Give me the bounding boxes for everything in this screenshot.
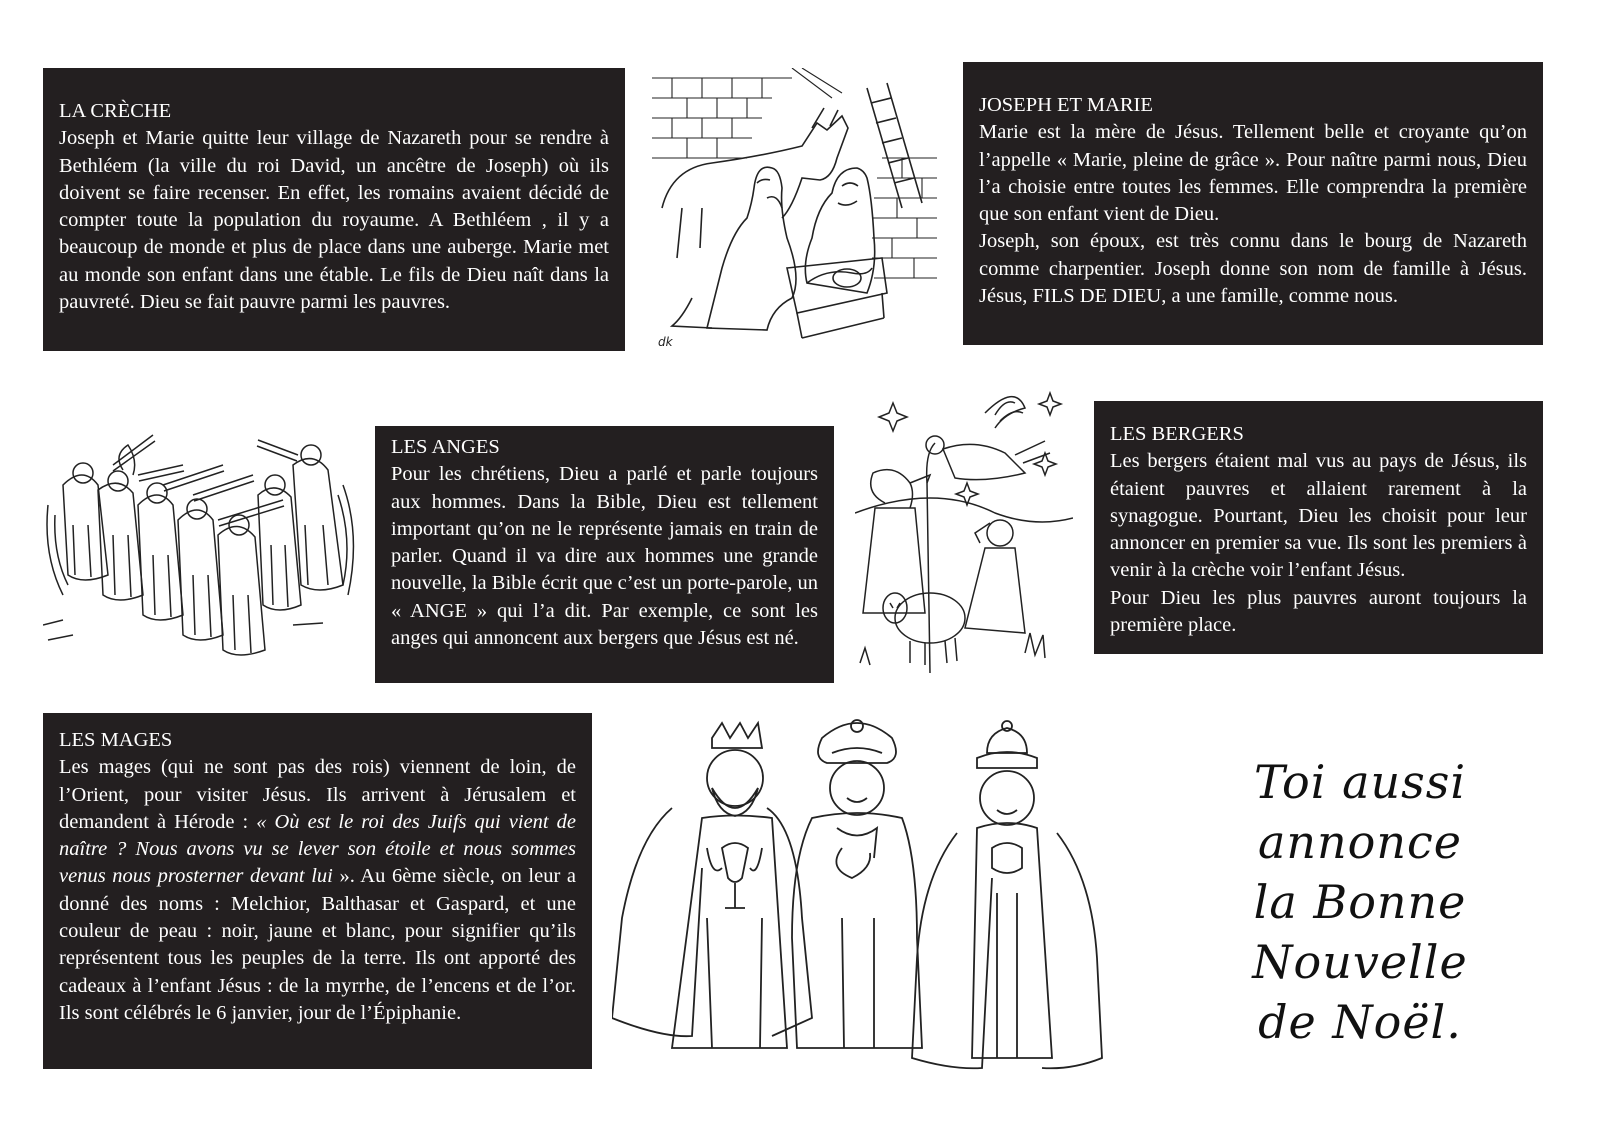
magi-illustration	[612, 718, 1110, 1070]
panel-title: LA CRÈCHE	[59, 100, 172, 122]
panel-mages	[43, 713, 592, 1069]
panel-text: Marie est la mère de Jésus. Tellement belle et croyante qu’on l’appelle « Marie, pleine de grâce ». Pour naître parmi nous, Dieu l’a choisie entre toutes les femmes. Elle comprendra la première que son enfant vient de Dieu.	[979, 121, 1527, 226]
slogan-line: la Bonne Nouvelle	[1252, 875, 1468, 989]
panel-title: LES MAGES	[59, 729, 173, 751]
panel-title: LES ANGES	[391, 436, 500, 458]
panel-text-2: Joseph, son époux, est très connu dans le bourg de Nazareth comme charpentier. Joseph donne son nom de famille à Jésus. Jésus, FILS DE DIEU, a une famille, comme nous.	[979, 230, 1527, 308]
shepherds-illustration	[855, 383, 1073, 673]
text-part: ». Au 6ème siècle, on leur a donné des noms : Melchior, Balthasar et Gaspard, et une couleur de peau : noir, jaune et blanc, pour signifier qu’ils représentent tous les peuples de la terre. Ils ont apporté des cadeaux à l’enfant Jésus : de la myrrhe, de l’encens et de l’or. Ils sont célébrés le 6 janvier, jour de l’Épiphanie.	[59, 865, 577, 1024]
slogan	[1160, 752, 1560, 1052]
panel-joseph-marie	[963, 62, 1543, 345]
slogan-line: Toi aussi annonce	[1253, 755, 1467, 869]
panel-title: LES BERGERS	[1110, 423, 1244, 445]
svg-text:dk: dk	[658, 335, 673, 349]
panel-title: JOSEPH ET MARIE	[979, 94, 1153, 116]
panel-text: Joseph et Marie quitte leur village de Nazareth pour se rendre à Bethléem (la ville du roi David, un ancêtre de Joseph) où ils doivent se faire recenser. En effet, les romains avaient décidé de compter toute la population du royaume. A Bethléem , il y a beaucoup de monde et plus de place dans une auberge. Marie met au monde son enfant dans une étable. Le fils de Dieu naît dans la pauvreté. Dieu se fait pauvre parmi les pauvres.	[59, 127, 609, 314]
text-part: Les mages (qui ne sont pas des rois) viennent de loin, de l’Orient, pour visiter Jésus. Ils arrivent à Jérusalem et demandent à Hérode :	[59, 756, 576, 833]
panel-text: Les bergers étaient mal vus au pays de Jésus, ils étaient pauvres et allaient rarement à la synagogue. Pourtant, Dieu les choisit pour leur annoncer en premier sa vue. Ils sont les premiers à venir à la crèche voir l’enfant Jésus.	[1110, 450, 1527, 582]
herod-quote: « Où est le roi des Juifs qui vient de naître ? Nous avons vu se lever son étoile et nous sommes venus nous prosterner devant lui	[59, 810, 577, 888]
slogan-line: de Noël.	[1258, 995, 1462, 1049]
panel-bergers	[1094, 401, 1543, 654]
panel-text-2: Pour Dieu les plus pauvres auront toujours la première place.	[1110, 586, 1527, 637]
angels-illustration	[43, 425, 361, 668]
panel-text	[59, 754, 576, 1027]
nativity-illustration	[652, 68, 937, 351]
panel-text: Pour les chrétiens, Dieu a parlé et parle toujours aux hommes. Dans la Bible, Dieu est tellement important qu’on ne le représente jamais en train de parler. Quand il va dire aux hommes une grande nouvelle, la Bible écrit que c’est un porte-parole, un « ANGE » qui l’a dit. Par exemple, ce sont les anges qui annoncent aux bergers que Jésus est né.	[391, 463, 818, 650]
panel-creche	[43, 68, 625, 351]
panel-anges	[375, 426, 834, 683]
